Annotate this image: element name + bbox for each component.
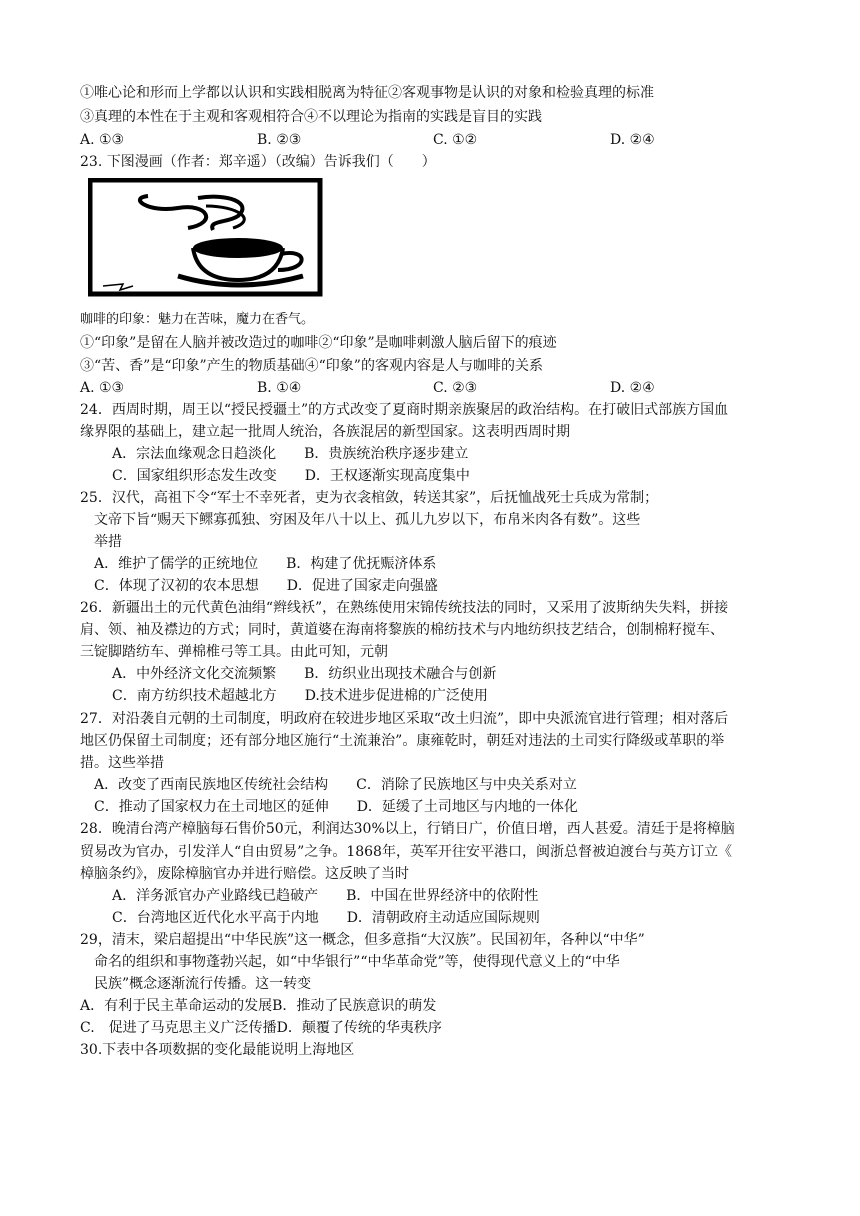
q25-stem-line3: 举措: [94, 534, 122, 550]
q23-stem: 23. 下图漫画（作者：郑辛遥）（改编）告诉我们（ ）: [80, 154, 436, 170]
q23-statement-line1: ①“印象”是留在人脑并被改造过的咖啡②“印象”是咖啡刺激人脑后留下的痕迹: [80, 335, 557, 351]
q28-stem-line3: 樟脑条约》，废除樟脑官办并进行赔偿。这反映了当时: [80, 866, 409, 882]
q28-stem-line1: 28．晚清台湾产樟脑每石售价50元，利润达30%以上，行销日广，价值日增，西人甚爱。清廷于是将樟脑: [80, 821, 735, 837]
coffee-cup-cartoon: [88, 178, 324, 298]
q24-stem-line2: 缘界限的基础上，建立起一批周人统治，各族混居的新型国家。这表明西周时期: [80, 424, 570, 440]
q26-stem-line3: 三锭脚踏纺车、弹棉椎弓等工具。由此可知，元朝: [80, 644, 388, 660]
q26-stem-line2: 肩、领、袖及襟边的方式；同时，黄道婆在海南将黎族的棉纺技术与内地纺织技艺结合，创制棉籽搅车、: [80, 622, 724, 638]
cartoon-caption: 咖啡的印象：魅力在苦味，魔力在香气。: [80, 312, 315, 327]
q29-options-line2: C. 促进了马克思主义广泛传播D．颠覆了传统的华夷秩序: [80, 1020, 442, 1036]
q27-stem-line3: 措。这些举措: [80, 755, 164, 771]
q22-statement-line1: ①唯心论和形而上学都以认识和实践相脱离为特征②客观事物是认识的对象和检验真理的标准: [80, 85, 654, 101]
q26-options-line2: C．南方纺织技术超越北方 D.技术进步促进棉的广泛使用: [112, 688, 488, 704]
q23-option-c: C. ②③: [433, 380, 478, 396]
q25-stem-line1: 25．汉代，高祖下令“军士不幸死者，吏为衣衾棺敛，转送其家”，后抚恤战死士兵成为常制；: [80, 490, 659, 506]
q30-stem: 30.下表中各项数据的变化最能说明上海地区: [80, 1042, 355, 1058]
q29-options-line1: A．有利于民主革命运动的发展B．推动了民族意识的萌发: [80, 998, 437, 1014]
q29-stem-line2: 命名的组织和事物蓬勃兴起，如“中华银行”“中华革命党”等，使得现代意义上的“中华: [94, 954, 620, 970]
q23-option-b: B. ①④: [257, 380, 302, 396]
q24-options-line1: A．宗法血缘观念日趋淡化 B．贵族统治秩序逐步建立: [112, 446, 469, 462]
q27-stem-line2: 地区仍保留土司制度；还有部分地区施行“土流兼治”。康雍乾时，朝廷对违法的土司实行降级或革职的举: [80, 733, 725, 749]
q23-option-a: A. ①③: [80, 380, 125, 396]
q27-options-line1: A．改变了西南民族地区传统社会结构 C．消除了民族地区与中央关系对立: [94, 777, 577, 793]
q22-option-b: B. ②③: [257, 132, 302, 148]
q23-option-d: D. ②④: [610, 380, 655, 396]
q28-options-line2: C．台湾地区近代化水平高于内地 D．清朝政府主动适应国际规则: [112, 910, 540, 926]
q24-options-line2: C．国家组织形态发生改变 D．王权逐渐实现高度集中: [112, 468, 470, 484]
q25-options-line2: C．体现了汉初的农本思想 D．促进了国家走向强盛: [94, 578, 438, 594]
q29-stem-line1: 29，清末，梁启超提出“中华民族”这一概念，但多意指“大汉族”。民国初年，各种以“中华”: [80, 932, 645, 948]
q26-stem-line1: 26．新疆出土的元代黄色油绢“辫线袄”，在熟练使用宋锦传统技法的同时，又采用了波斯纳失失料，拼接: [80, 600, 729, 616]
q27-stem-line1: 27．对沿袭自元朝的土司制度，明政府在较进步地区采取“改土归流”，即中央派流官进行管理；相对落后: [80, 711, 729, 727]
q24-stem-line1: 24．西周时期，周王以“授民授疆土”的方式改变了夏商时期亲族聚居的政治结构。在打破旧式部族方国血: [80, 402, 729, 418]
q23-statement-line2: ③“苦、香”是“印象”产生的物质基础④“印象”的客观内容是人与咖啡的关系: [80, 358, 543, 374]
q28-stem-line2: 贸易改为官办，引发洋人“自由贸易”之争。1868年，英军开往安平港口，闽浙总督被迫渡台与英方订立《: [80, 844, 732, 860]
q25-options-line1: A．维护了儒学的正统地位 B．构建了优抚赈济体系: [94, 556, 437, 572]
q25-stem-line2: 文帝下旨“赐天下鳏寡孤独、穷困及年八十以上、孤儿九岁以下，布帛米肉各有数”。这些: [94, 512, 641, 528]
q22-option-d: D. ②④: [610, 132, 655, 148]
q29-stem-line3: 民族”概念逐渐流行传播。这一转变: [94, 976, 312, 992]
q26-options-line1: A．中外经济文化交流频繁 B．纺织业出现技术融合与创新: [112, 666, 497, 682]
q22-statement-line2: ③真理的本性在于主观和客观相符合④不以理论为指南的实践是盲目的实践: [80, 109, 542, 125]
q22-option-a: A. ①③: [80, 132, 125, 148]
q22-option-c: C. ①②: [433, 132, 478, 148]
q27-options-line2: C．推动了国家权力在土司地区的延伸 D．延缓了土司地区与内地的一体化: [94, 799, 578, 815]
q28-options-line1: A．洋务派官办产业路线已趋破产 B．中国在世界经济中的依附性: [112, 888, 539, 904]
